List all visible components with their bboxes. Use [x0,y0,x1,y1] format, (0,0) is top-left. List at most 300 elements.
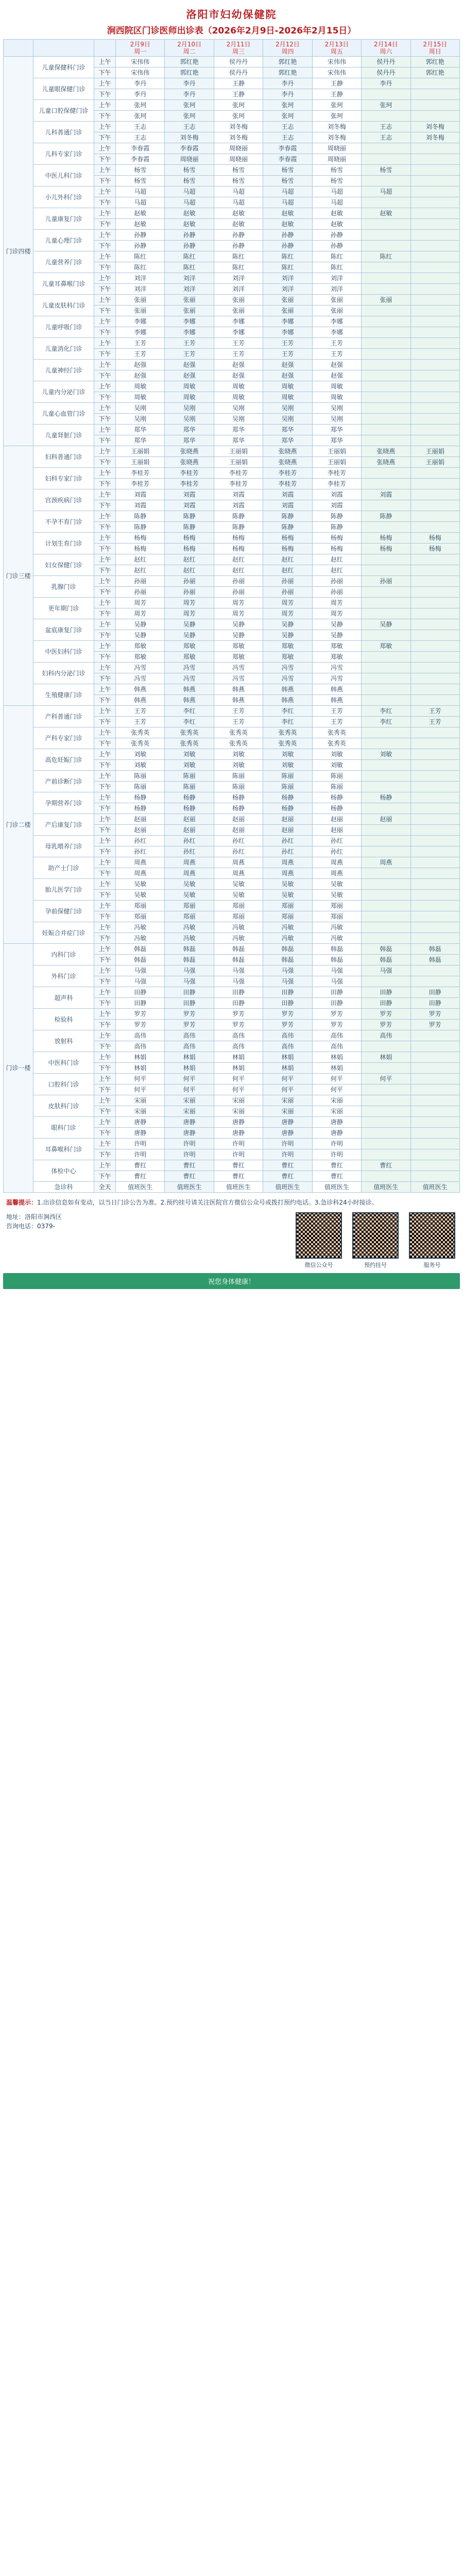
doctor-cell: 杨梅 [116,533,165,544]
doctor-cell: 吴静 [116,630,165,641]
doctor-cell: 韩燕 [116,684,165,695]
doctor-cell: 刘洋 [312,273,361,284]
slot-cell: 上午 [94,143,116,154]
qr-label: 微信公众号 [304,1262,333,1268]
doctor-cell [362,230,410,241]
doctor-cell: 杨雪 [165,176,214,187]
doctor-cell: 张秀英 [263,738,312,749]
doctor-cell: 赵丽 [263,825,312,836]
slot-cell: 上午 [94,446,116,457]
doctor-cell: 罗芳 [362,1009,410,1020]
doctor-cell: 何平 [165,1074,214,1084]
doctor-cell: 王芳 [165,338,214,349]
doctor-cell: 韩磊 [410,944,459,955]
doctor-cell: 马强 [165,965,214,976]
doctor-cell: 田静 [165,987,214,998]
doctor-cell: 许明 [165,1149,214,1160]
dept-cell: 体检中心 [33,1160,94,1182]
dept-cell: 母乳喂养门诊 [33,836,94,857]
doctor-cell [410,792,459,803]
doctor-cell: 韩磊 [116,955,165,965]
doctor-cell: 马强 [312,965,361,976]
doctor-cell [362,479,410,489]
doctor-cell [362,1139,410,1149]
doctor-cell: 吴敏 [116,890,165,901]
doctor-cell [410,306,459,316]
doctor-cell: 王芳 [116,706,165,717]
doctor-cell [410,500,459,511]
doctor-cell: 李桂芳 [263,479,312,489]
doctor-cell: 唐静 [116,1117,165,1128]
doctor-cell: 杨雪 [214,165,263,176]
table-row [4,143,460,154]
doctor-cell: 周芳 [214,608,263,619]
slot-cell: 下午 [94,608,116,619]
doctor-cell: 张珂 [165,111,214,122]
doctor-cell: 张珂 [263,100,312,111]
doctor-cell: 刘洋 [214,284,263,295]
doctor-cell: 杨雪 [263,165,312,176]
table-row [4,771,460,782]
doctor-cell [410,814,459,825]
doctor-cell: 周晓丽 [312,143,361,154]
day-date: 2月9日 [130,41,150,48]
doctor-cell: 吴静 [263,630,312,641]
dept-cell: 急诊科 [33,1182,94,1193]
doctor-cell: 韩磊 [263,944,312,955]
doctor-cell: 刘敏 [214,760,263,771]
doctor-cell: 郑华 [312,435,361,446]
doctor-cell: 曹红 [312,1160,361,1171]
doctor-cell: 赵红 [263,554,312,565]
day-weekday: 周日 [428,48,441,55]
dept-cell: 超声科 [33,987,94,1009]
doctor-cell: 田静 [165,998,214,1009]
doctor-cell [410,879,459,890]
doctor-cell: 何平 [116,1084,165,1095]
doctor-cell: 侯丹丹 [214,67,263,78]
doctor-cell: 赵红 [116,565,165,576]
doctor-cell: 周燕 [214,857,263,868]
doctor-cell: 李红 [263,717,312,727]
slot-cell: 上午 [94,554,116,565]
doctor-cell: 李娜 [312,316,361,327]
doctor-cell [410,78,459,89]
col-header-slot [94,40,116,57]
doctor-cell [410,273,459,284]
slot-cell: 上午 [94,684,116,695]
doctor-cell: 韩磊 [362,944,410,955]
doctor-cell: 刘敏 [263,749,312,760]
col-header-day-1 [116,40,165,57]
doctor-cell: 王芳 [263,349,312,360]
doctor-cell: 林娟 [116,1052,165,1063]
dept-cell: 外科门诊 [33,965,94,987]
doctor-cell: 张丽 [312,306,361,316]
doctor-cell [362,219,410,230]
doctor-cell [410,760,459,771]
doctor-cell: 陈红 [165,251,214,262]
doctor-cell: 刘敏 [312,760,361,771]
doctor-cell: 赵红 [214,554,263,565]
doctor-cell: 冯雪 [214,673,263,684]
doctor-cell: 值班医生 [263,1182,312,1193]
table-row [4,533,460,544]
doctor-cell [362,1106,410,1117]
doctor-cell: 郑丽 [214,911,263,922]
dept-cell: 皮肤科门诊 [33,1095,94,1117]
doctor-cell: 刘敏 [214,749,263,760]
doctor-cell: 周敏 [116,392,165,403]
slot-cell: 上午 [94,814,116,825]
doctor-cell: 李娜 [263,316,312,327]
doctor-cell: 王志 [116,132,165,143]
doctor-cell: 赵红 [312,554,361,565]
doctor-cell: 唐静 [312,1128,361,1139]
doctor-cell: 张秀英 [263,727,312,738]
col-header-day-6 [362,40,410,57]
doctor-cell: 吴刚 [165,403,214,414]
doctor-cell: 宋丽 [165,1106,214,1117]
doctor-cell: 王芳 [214,717,263,727]
slot-cell: 上午 [94,100,116,111]
doctor-cell [362,154,410,165]
doctor-cell [362,868,410,879]
doctor-cell: 陈丽 [116,782,165,792]
doctor-cell [410,684,459,695]
day-weekday: 周六 [380,48,392,55]
slot-cell: 上午 [94,706,116,717]
doctor-cell [362,360,410,370]
doctor-cell: 郑华 [214,425,263,435]
doctor-cell: 田静 [214,998,263,1009]
doctor-cell: 侯丹丹 [362,57,410,67]
doctor-cell [362,468,410,479]
doctor-cell [410,100,459,111]
doctor-cell: 唐静 [312,1117,361,1128]
dept-cell: 中医科门诊 [33,1052,94,1074]
slot-cell: 下午 [94,241,116,251]
doctor-cell: 何平 [312,1084,361,1095]
doctor-cell: 李春霞 [165,143,214,154]
slot-cell: 上午 [94,489,116,500]
doctor-cell [410,360,459,370]
table-row [4,1052,460,1063]
doctor-cell: 刘敏 [312,749,361,760]
doctor-cell: 吴静 [312,630,361,641]
slot-cell: 下午 [94,760,116,771]
doctor-cell [362,1063,410,1074]
doctor-cell: 王志 [116,122,165,132]
doctor-cell [410,1106,459,1117]
doctor-cell: 刘冬梅 [214,122,263,132]
doctor-cell: 罗芳 [263,1009,312,1020]
doctor-cell: 王芳 [312,338,361,349]
doctor-cell: 吴敏 [312,879,361,890]
doctor-cell: 林娟 [263,1052,312,1063]
doctor-cell [362,349,410,360]
doctor-cell: 田静 [263,987,312,998]
doctor-cell: 张丽 [362,295,410,306]
col-header-dept [33,40,94,57]
dept-cell: 小儿外科门诊 [33,187,94,208]
table-row [4,576,460,587]
slot-cell: 上午 [94,857,116,868]
doctor-cell: 田静 [214,987,263,998]
doctor-cell: 马强 [165,976,214,987]
doctor-cell: 李桂芳 [214,468,263,479]
doctor-cell: 孙丽 [116,576,165,587]
doctor-cell [362,803,410,814]
doctor-cell: 张秀英 [312,738,361,749]
doctor-cell: 王芳 [312,349,361,360]
doctor-cell: 杨梅 [263,533,312,544]
doctor-cell: 赵强 [263,360,312,370]
doctor-cell: 周燕 [312,857,361,868]
doctor-cell: 李桂芳 [312,479,361,489]
doctor-cell: 林娟 [214,1052,263,1063]
doctor-cell: 陈丽 [165,782,214,792]
doctor-cell: 马强 [214,965,263,976]
doctor-cell: 郑华 [214,435,263,446]
doctor-cell: 赵敏 [214,208,263,219]
doctor-cell [410,576,459,587]
doctor-cell: 陈丽 [165,771,214,782]
doctor-cell: 冯雪 [165,673,214,684]
doctor-cell [362,608,410,619]
doctor-cell: 李桂芳 [165,479,214,489]
doctor-cell: 郭红艳 [165,67,214,78]
doctor-cell: 周晓丽 [165,154,214,165]
doctor-cell [362,1171,410,1182]
table-header-row [4,40,460,57]
doctor-cell: 郑敏 [165,641,214,652]
doctor-cell: 张丽 [312,295,361,306]
doctor-cell: 马超 [214,187,263,197]
doctor-cell: 罗芳 [165,1020,214,1030]
doctor-cell: 林娟 [312,1052,361,1063]
doctor-cell: 周敏 [263,392,312,403]
slot-cell: 下午 [94,284,116,295]
doctor-cell [410,782,459,792]
doctor-cell: 周敏 [312,381,361,392]
doctor-cell: 郑丽 [263,901,312,911]
dept-cell: 儿童皮肤科门诊 [33,295,94,316]
doctor-cell: 王丽娟 [410,446,459,457]
doctor-cell: 许明 [312,1149,361,1160]
doctor-cell: 郑华 [165,435,214,446]
doctor-cell: 曹红 [362,1160,410,1171]
doctor-cell: 王丽娟 [116,446,165,457]
doctor-cell [410,111,459,122]
doctor-cell: 李红 [165,706,214,717]
doctor-cell [362,901,410,911]
slot-cell: 上午 [94,1139,116,1149]
dept-cell: 中医妇科门诊 [33,641,94,663]
doctor-cell [410,663,459,673]
doctor-cell: 张晓燕 [165,446,214,457]
doctor-cell: 韩燕 [263,695,312,706]
doctor-cell: 马超 [312,197,361,208]
dept-cell: 儿科普通门诊 [33,122,94,143]
doctor-cell: 王志 [165,122,214,132]
doctor-cell: 吴敏 [116,879,165,890]
doctor-cell [362,630,410,641]
doctor-cell: 孙静 [116,241,165,251]
doctor-cell: 张珂 [312,111,361,122]
doctor-cell: 韩磊 [165,944,214,955]
dept-cell: 生殖健康门诊 [33,684,94,706]
doctor-cell: 杨梅 [116,544,165,554]
doctor-cell: 孙丽 [214,587,263,598]
doctor-cell: 吴静 [116,619,165,630]
slot-cell: 下午 [94,695,116,706]
doctor-cell: 陈静 [312,511,361,522]
slot-cell: 下午 [94,1149,116,1160]
doctor-cell: 郑丽 [116,901,165,911]
slot-cell: 下午 [94,673,116,684]
table-row [4,187,460,197]
doctor-cell [362,695,410,706]
doctor-cell [362,673,410,684]
area-cell: 门诊四楼 [4,57,33,446]
doctor-cell: 侯丹丹 [362,67,410,78]
doctor-cell: 刘霞 [362,489,410,500]
doctor-cell: 吴敏 [263,890,312,901]
doctor-cell: 王芳 [165,349,214,360]
day-date: 2月14日 [373,41,398,48]
table-row [4,1095,460,1106]
doctor-cell [410,241,459,251]
footer-phone: 咨询电话：0379- [6,1223,55,1230]
table-row [4,944,460,955]
slot-cell: 上午 [94,533,116,544]
doctor-cell: 王静 [214,78,263,89]
doctor-cell: 郑华 [263,435,312,446]
doctor-cell: 冯雪 [312,663,361,673]
doctor-cell: 曹红 [165,1160,214,1171]
doctor-cell: 杨梅 [165,533,214,544]
doctor-cell [362,241,410,251]
doctor-cell: 田静 [263,998,312,1009]
doctor-cell: 马强 [312,976,361,987]
slot-cell: 下午 [94,782,116,792]
table-row [4,684,460,695]
doctor-cell: 刘洋 [263,273,312,284]
doctor-cell [410,965,459,976]
slot-cell: 上午 [94,468,116,479]
doctor-cell: 王芳 [410,706,459,717]
doctor-cell [410,1128,459,1139]
doctor-cell [362,338,410,349]
table-row [4,165,460,176]
doctor-cell: 赵敏 [362,208,410,219]
doctor-cell: 吴静 [214,619,263,630]
doctor-cell: 值班医生 [312,1182,361,1193]
doctor-cell: 冯雪 [214,663,263,673]
doctor-cell: 赵红 [263,565,312,576]
doctor-cell: 赵丽 [116,825,165,836]
doctor-cell [410,890,459,901]
dept-cell: 检验科 [33,1009,94,1030]
doctor-cell: 张秀英 [214,727,263,738]
doctor-cell: 韩磊 [312,955,361,965]
table-row [4,749,460,760]
doctor-cell: 赵丽 [165,814,214,825]
table-row [4,663,460,673]
doctor-cell: 吴静 [165,630,214,641]
doctor-cell: 赵丽 [116,814,165,825]
doctor-cell [410,295,459,306]
doctor-cell: 王芳 [214,349,263,360]
doctor-cell: 赵强 [312,360,361,370]
doctor-cell: 李娜 [312,327,361,338]
doctor-cell: 许明 [263,1149,312,1160]
doctor-cell [410,619,459,630]
doctor-cell [410,403,459,414]
notice [3,1198,460,1207]
doctor-cell: 王志 [263,132,312,143]
day-date: 2月12日 [276,41,300,48]
dept-cell: 妇科普通门诊 [33,446,94,468]
dept-cell: 产科普通门诊 [33,706,94,727]
doctor-cell [410,608,459,619]
slot-cell: 下午 [94,933,116,944]
doctor-cell: 马超 [312,187,361,197]
doctor-cell [362,652,410,663]
doctor-cell [362,414,410,425]
doctor-cell: 陈静 [263,522,312,533]
doctor-cell [362,598,410,608]
doctor-cell: 吴刚 [214,403,263,414]
doctor-cell: 郑敏 [263,641,312,652]
doctor-cell: 韩燕 [263,684,312,695]
doctor-cell [410,468,459,479]
doctor-cell [362,738,410,749]
doctor-cell: 何平 [263,1074,312,1084]
doctor-cell: 高伟 [116,1041,165,1052]
doctor-cell: 吴敏 [214,890,263,901]
table-row [4,1009,460,1020]
doctor-cell: 杨雪 [165,165,214,176]
dept-cell: 儿童神经门诊 [33,360,94,381]
table-row [4,814,460,825]
doctor-cell [410,479,459,489]
doctor-cell: 杨雪 [312,165,361,176]
doctor-cell: 郑丽 [312,911,361,922]
doctor-cell: 杨梅 [263,544,312,554]
doctor-cell: 罗芳 [263,1020,312,1030]
doctor-cell [410,1074,459,1084]
doctor-cell [362,327,410,338]
doctor-cell: 赵强 [263,370,312,381]
doctor-cell: 孙红 [312,846,361,857]
slot-cell: 上午 [94,403,116,414]
doctor-cell: 赵丽 [263,814,312,825]
table-row [4,922,460,933]
doctor-cell: 刘霞 [214,489,263,500]
doctor-cell [362,554,410,565]
doctor-cell: 李丹 [165,89,214,100]
doctor-cell: 赵敏 [165,219,214,230]
doctor-cell: 田静 [312,998,361,1009]
day-weekday: 周一 [134,48,147,55]
doctor-cell [410,1171,459,1182]
doctor-cell: 张晓燕 [263,457,312,468]
doctor-cell: 陈静 [165,522,214,533]
doctor-cell: 冯敏 [263,933,312,944]
doctor-cell: 吴刚 [312,403,361,414]
